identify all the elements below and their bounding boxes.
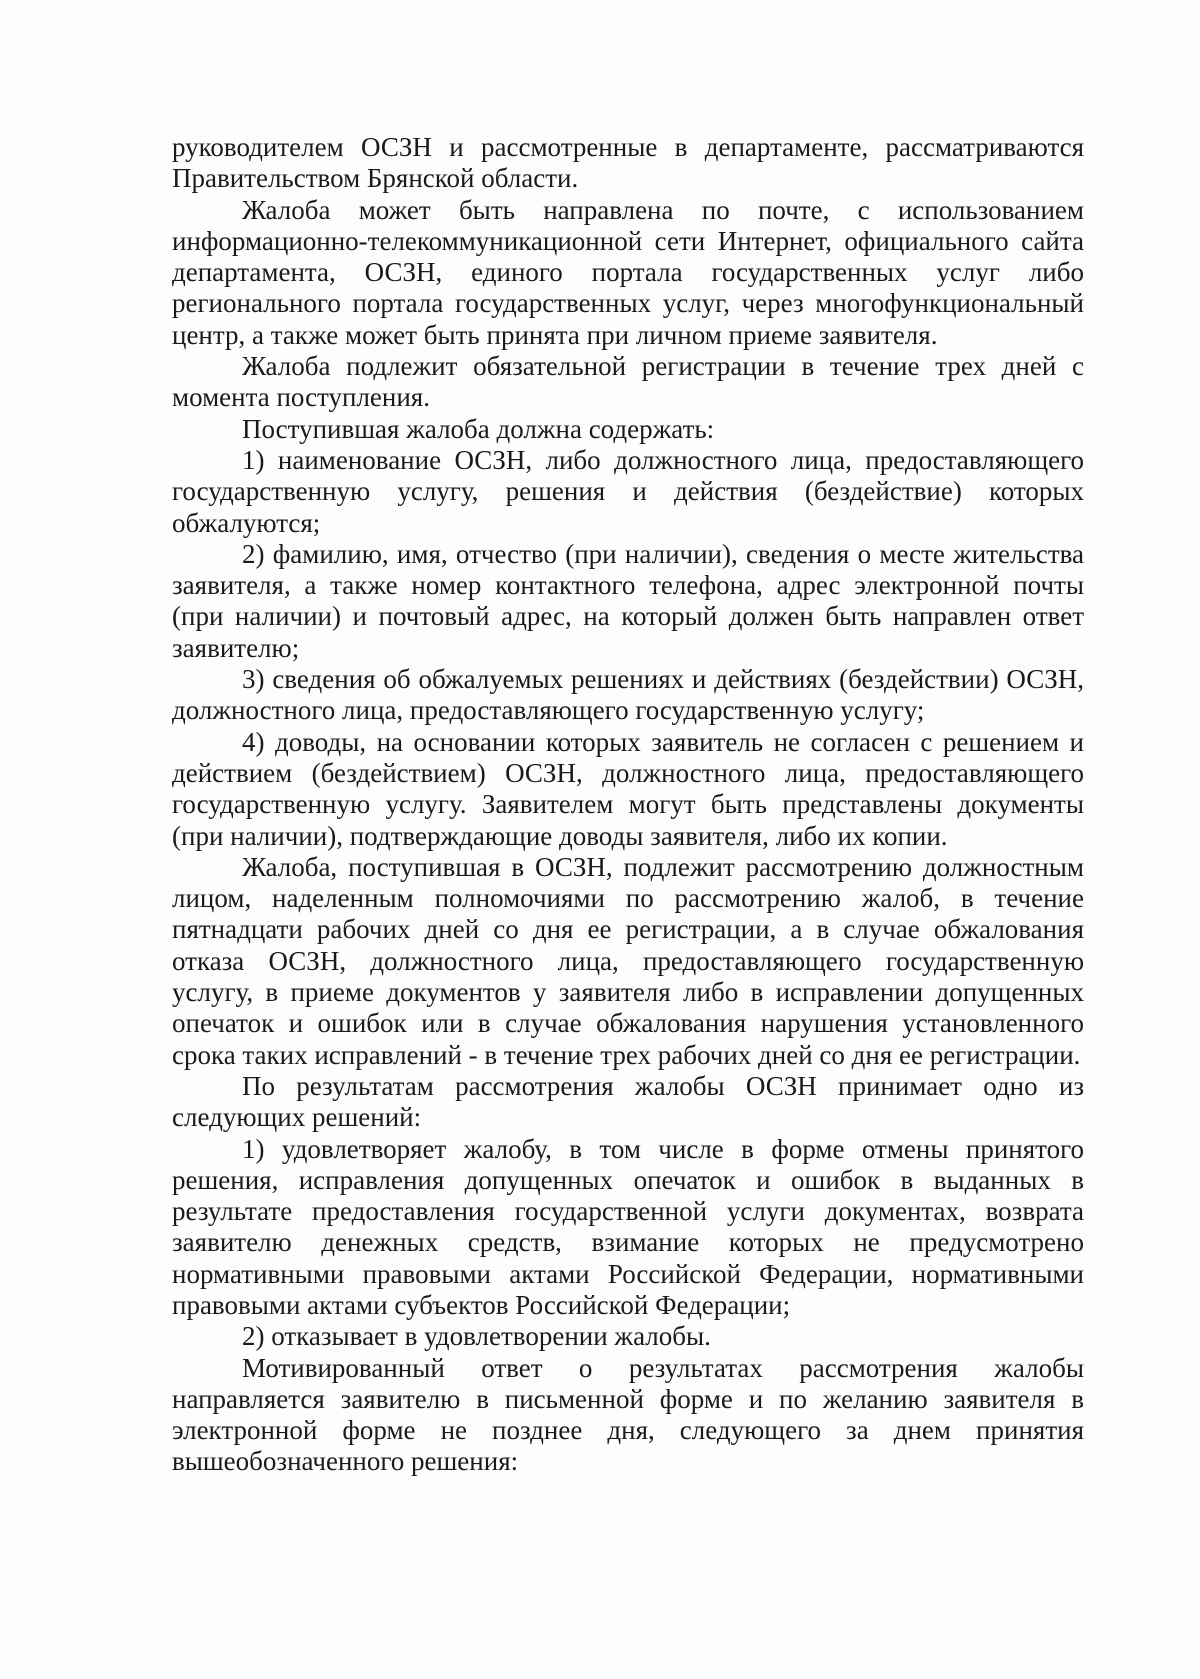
paragraph-submission-channels: Жалоба может быть направлена по почте, с использованием информационно-телекоммуникационной сети Интернет, официального сайта департамента, ОСЗН, единого портала государственных услуг либо регионального портала государственных услуг, через многофункциональный центр, а также может быть принята при личном приеме заявителя. xyxy=(172,194,1084,350)
paragraph-decisions-intro: По результатам рассмотрения жалобы ОСЗН принимает одно из следующих решений: xyxy=(172,1070,1084,1133)
list-item-1: 1) наименование ОСЗН, либо должностного лица, предоставляющего государственную услугу, решения и действия (бездействие) которых обжалуются; xyxy=(172,444,1084,538)
paragraph-reasoned-answer: Мотивированный ответ о результатах рассмотрения жалобы направляется заявителю в письменной форме и по желанию заявителя в электронной форме не позднее дня, следующего за днем принятия вышеобозначенного решения: xyxy=(172,1352,1084,1477)
decision-item-1: 1) удовлетворяет жалобу, в том числе в форме отмены принятого решения, исправления допущенных опечаток и ошибок в выданных в результате предоставления государственной услуги документах, возврата заявителю денежных средств, взимание которых не предусмотрено нормативными правовыми актами Российской Федерации, нормативными правовыми актами субъектов Российской Федерации; xyxy=(172,1133,1084,1320)
document-body xyxy=(172,132,1084,1478)
list-item-3: 3) сведения об обжалуемых решениях и действиях (бездействии) ОСЗН, должностного лица, предоставляющего государственную услугу; xyxy=(172,664,1084,726)
paragraph-continuation: руководителем ОСЗН и рассмотренные в департаменте, рассматриваются Правительством Брянской области. xyxy=(172,132,1084,194)
decision-item-2: 2) отказывает в удовлетворении жалобы. xyxy=(242,1321,711,1352)
paragraph-review-terms: Жалоба, поступившая в ОСЗН, подлежит рассмотрению должностным лицом, наделенным полномочиями по рассмотрению жалоб, в течение пятнадцати рабочих дней со дня ее регистрации, а в случае обжалования отказа ОСЗН, должностного лица, предоставляющего государственную услугу, в приеме документов у заявителя либо в исправлении допущенных опечаток и ошибок или в случае обжалования нарушения установленного срока таких исправлений - в течение трех рабочих дней со дня ее регистрации. xyxy=(172,851,1084,1070)
list-item-4: 4) доводы, на основании которых заявитель не согласен с решением и действием (бездействием) ОСЗН, должностного лица, предоставляющего государственную услугу. Заявителем могут быть представлены документы (при наличии), подтверждающие доводы заявителя, либо их копии. xyxy=(172,726,1084,851)
list-item-2: 2) фамилию, имя, отчество (при наличии), сведения о месте жительства заявителя, а также номер контактного телефона, адрес электронной почты (при наличии) и почтовый адрес, на который должен быть направлен ответ заявителю; xyxy=(172,538,1084,663)
paragraph-registration: Жалоба подлежит обязательной регистрации в течение трех дней с момента поступления. xyxy=(172,351,1084,413)
paragraph-contents-intro: Поступившая жалоба должна содержать: xyxy=(242,413,715,444)
